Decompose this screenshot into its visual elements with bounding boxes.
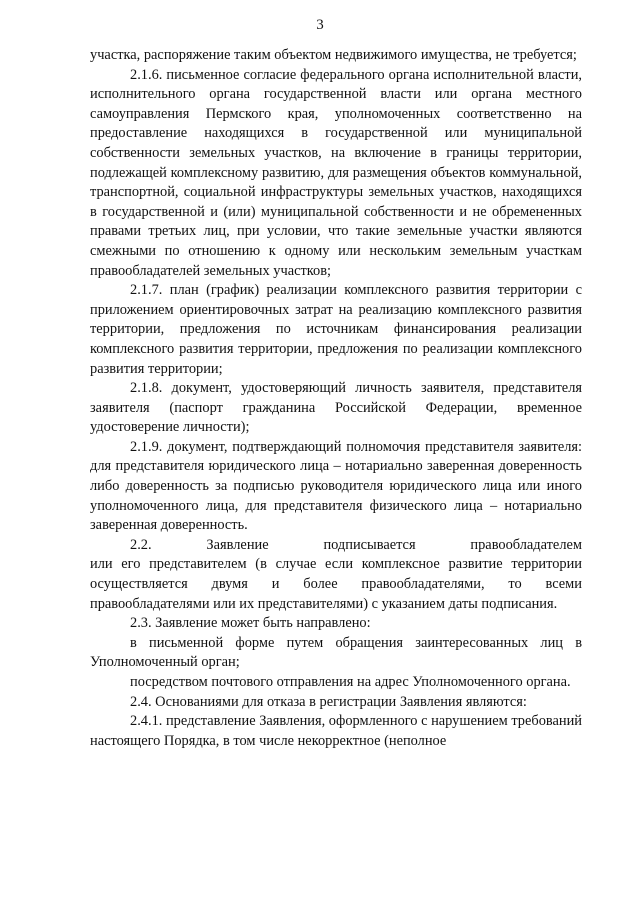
paragraph-2-2-line-1: 2.2. Заявление подписывается правообладателем <box>130 536 582 553</box>
paragraph-2-1-7: 2.1.7. план (график) реализации комплексного развития территории с приложением ориентировочных затрат на реализацию комплексного развития территории, предложения по источникам финансирования реализации комплексного развития территории, предложения по реализации комплексного развития территории; <box>90 282 582 377</box>
paragraph-2-1-8: 2.1.8. документ, удостоверяющий личность заявителя, представителя заявителя (паспорт гражданина Российской Федерации, временное удостоверение личности); <box>90 380 582 436</box>
paragraph-2-4-1: 2.4.1. представление Заявления, оформленного с нарушением требований настоящего Порядка, в том числе некорректное (неполное <box>90 713 582 749</box>
page-number: 3 <box>316 17 324 33</box>
paragraph-2-3-written: в письменной форме путем обращения заинтересованных лиц в Уполномоченный орган; <box>90 634 582 671</box>
paragraph-2-4: 2.4. Основаниями для отказа в регистрации Заявления являются: <box>130 693 527 710</box>
document-body <box>90 46 582 751</box>
paragraph-2-1-9: 2.1.9. документ, подтверждающий полномочия представителя заявителя: для представителя юридического лица – нотариально заверенная доверенность либо доверенность за подписью руководителя юридического лица или иного уполномоченного лица, для представителя физического лица – нотариально заверенная доверенность. <box>90 438 582 534</box>
paragraph-continuation: участка, распоряжение таким объектом недвижимого имущества, не требуется; <box>90 47 577 63</box>
paragraph-2-2-rest: или его представителем (в случае если комплексное развитие территории осуществляется двумя и более правообладателями, то всеми правообладателями или их представителями) с указанием даты подписания. <box>90 556 582 612</box>
paragraph-2-3-postal: посредством почтового отправления на адрес Уполномоченного органа. <box>130 674 571 690</box>
paragraph-2-3: 2.3. Заявление может быть направлено: <box>130 615 371 632</box>
paragraph-2-1-6: 2.1.6. письменное согласие федерального органа исполнительной власти, исполнительного органа государственной власти или органа местного самоуправления Пермского края, уполномоченных соответственно на предоставление находящихся в государственной или муниципальной собственности земельных участков, на включение в границы территории, подлежащей комплексному развитию, для размещения объектов коммунальной, транспортной, социальной инфраструктуры земельных участков, находящихся в государственной и (или) муниципальной собственности и не обремененных правами третьих лиц, при условии, что такие земельные участки являются смежными по отношению к одному или нескольким земельным участкам правообладателей земельных участков; <box>90 66 582 279</box>
